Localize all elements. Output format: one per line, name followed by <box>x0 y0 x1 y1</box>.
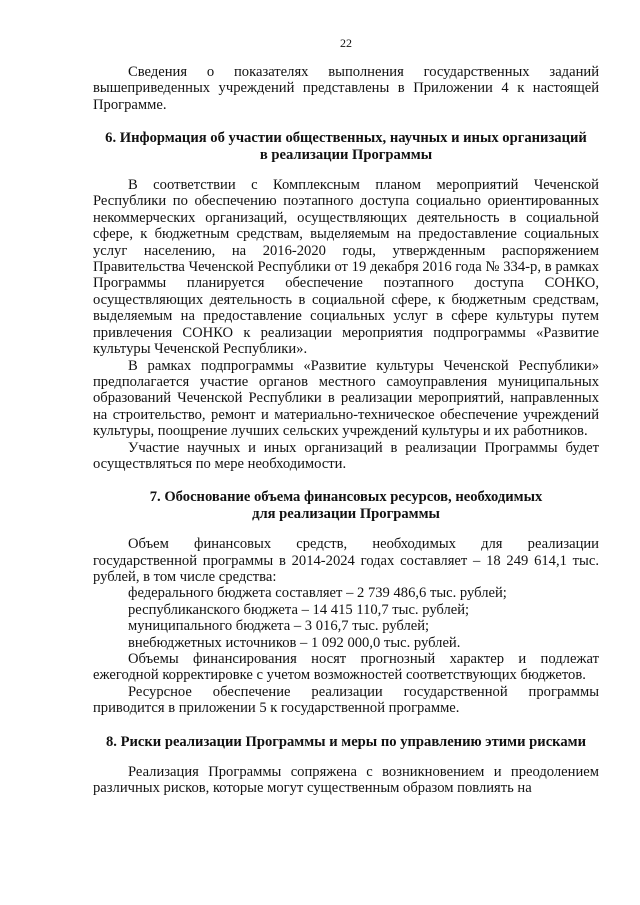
section-6-paragraph: В соответствии с Комплексным планом мероприятий Чеченской Республики по обеспечению поэтапного доступа социально ориентированных некоммерческих организаций, осуществляющих деятельность в социальной сфере, к бюджетным средствам, выделяемым на предоставление социальных услуг населению, на 2016-2020 годы, утвержденным распоряжением Правительства Чеченской Республики от 19 декабря 2016 года № 334-р, в рамках Программы планируется обеспечение поэтапного доступа СОНКО, осуществляющих деятельность в социальной сфере, к бюджетным средствам, выделяемым на предоставление социальных услуг в сфере культуры путем привлечения СОНКО к реализации мероприятия подпрограммы «Развитие культуры Чеченской Республики». <box>93 177 599 358</box>
funding-source-extrabudgetary: внебюджетных источников – 1 092 000,0 тыс. рублей. <box>128 634 461 651</box>
intro-paragraph: Сведения о показателях выполнения государственных заданий вышеприведенных учреждений представлены в Приложении 4 к настоящей Программе. <box>93 64 599 113</box>
funding-source-municipal: муниципального бюджета – 3 016,7 тыс. рублей; <box>128 618 430 635</box>
document-page <box>93 36 599 797</box>
funding-intro: Объем финансовых средств, необходимых для реализации государственной программы в 2014-2024 годах составляет – 18 249 614,1 тыс. рублей, в том числе средства: <box>93 536 599 585</box>
page-number: 22 <box>340 36 352 50</box>
section-6-paragraph: Участие научных и иных организаций в реализации Программы будет осуществляться по мере необходимости. <box>93 439 599 472</box>
section-6-title <box>93 130 599 163</box>
section-7-paragraph: Ресурсное обеспечение реализации государственной программы приводится в приложении 5 к государственной программе. <box>93 683 599 717</box>
section-8-title: 8. Риски реализации Программы и меры по управлению этими рисками <box>105 733 587 750</box>
section-6-title-line1: 6. Информация об участии общественных, научных и иных организаций <box>105 130 587 147</box>
funding-source-republic: республиканского бюджета – 14 415 110,7 тыс. рублей; <box>128 601 470 618</box>
funding-source-federal: федерального бюджета составляет – 2 739 486,6 тыс. рублей; <box>128 585 507 602</box>
section-7-title-line1: 7. Обоснование объема финансовых ресурсов, необходимых <box>149 489 543 506</box>
section-7-title <box>93 489 599 522</box>
section-7-title-line2: для реализации Программы <box>252 505 440 522</box>
section-7-paragraph: Объемы финансирования носят прогнозный характер и подлежат ежегодной корректировке с учетом возможностей соответствующих бюджетов. <box>93 651 599 684</box>
section-8-paragraph: Реализация Программы сопряжена с возникновением и преодолением различных рисков, которые могут существенным образом повлиять на <box>93 764 599 797</box>
section-6-paragraph: В рамках подпрограммы «Развитие культуры Чеченской Республики» предполагается участие органов местного самоуправления муниципальных образований Чеченской Республики в реализации мероприятий, направленных на строительство, ремонт и материально-техническое обеспечение учреждений культуры, поощрение лучших сельских учреждений культуры и их работников. <box>93 357 599 440</box>
section-6-title-line2: в реализации Программы <box>259 146 433 163</box>
